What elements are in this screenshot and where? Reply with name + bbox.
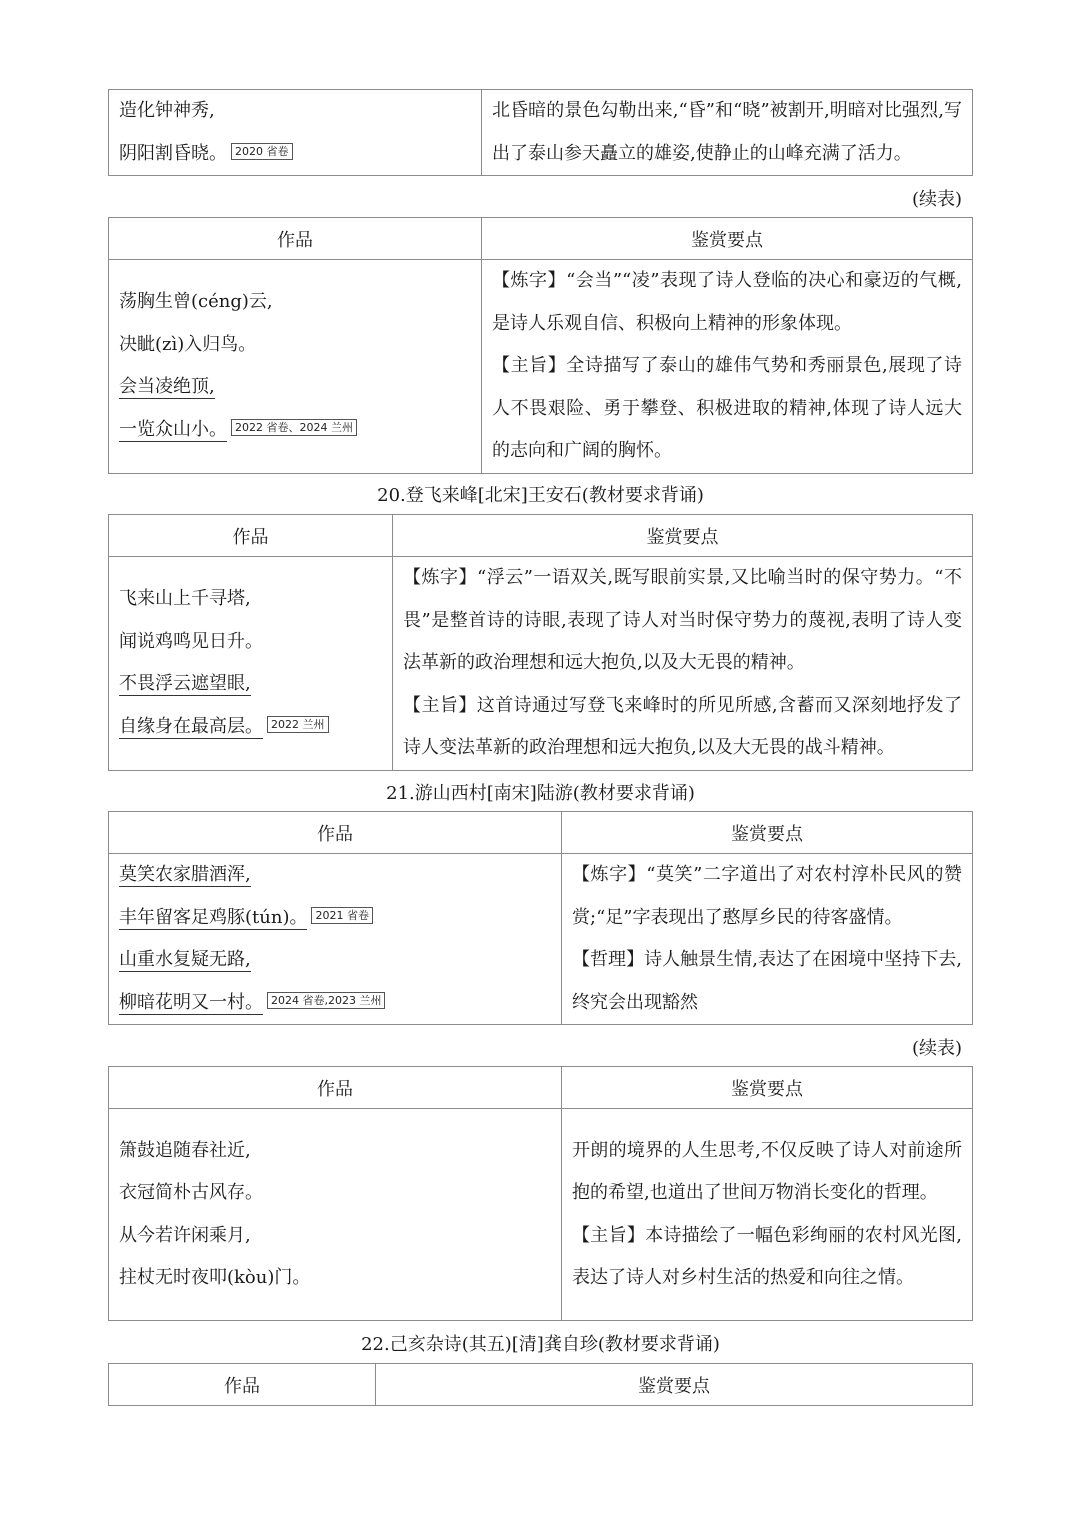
table-header-row [109, 218, 973, 260]
exam-tag: 2020 省卷 [231, 143, 293, 160]
analysis-paragraph [492, 260, 962, 345]
table-header-row [109, 1364, 973, 1406]
table-header-row [109, 812, 973, 854]
poem-line: 阴阳割昏晓。 [119, 142, 227, 164]
table-row [109, 854, 973, 1025]
poem-line-with-tag [119, 897, 561, 940]
section-label: 【主旨】 [403, 694, 477, 716]
analysis-text: “莫笑”二字道出了对农村淳朴民风的赞赏;“足”字表现出了憨厚乡民的待客盛情。 [572, 864, 963, 928]
work-cell [109, 557, 393, 771]
exam-tag: 2021 省卷 [311, 907, 373, 924]
analysis-text: 这首诗通过写登飞来峰时的所见所感,含蓄而又深刻地抒发了诗人变法革新的政治理想和远大抱负,以及大无畏的战斗精神。 [403, 694, 962, 758]
table-jihaizashi [108, 1363, 973, 1406]
poem-line: 荡胸生曾(céng)云, [119, 291, 273, 313]
section-caption-21: 21.游山西村[南宋]陆游(教材要求背诵) [386, 783, 695, 804]
poem-line-with-tag [119, 133, 481, 176]
section-label: 【哲理】 [572, 949, 645, 970]
header-work: 作品 [109, 812, 562, 854]
poem-line: 箫鼓追随春社近, [119, 1139, 251, 1161]
exam-tag: 2022 兰州 [267, 716, 329, 733]
poem-line: 拄杖无时夜叩(kòu)门。 [119, 1267, 311, 1288]
section-label: 【炼字】 [572, 864, 647, 885]
analysis-text: 全诗描写了泰山的雄伟气势和秀丽景色,展现了诗人不畏艰险、勇于攀登、积极进取的精神,体现了诗人远大的志向和广阔的胸怀。 [492, 355, 962, 461]
table-row [109, 1109, 973, 1321]
analysis-text: 开朗的境界的人生思考,不仅反映了诗人对前途所抱的希望,也道出了世间万物消长变化的哲理。 [572, 1139, 962, 1203]
work-cell [109, 90, 482, 176]
table-youshanxicun-part2 [108, 1066, 973, 1321]
header-analysis: 鉴赏要点 [376, 1364, 973, 1406]
underlined-line: 一览众山小。 [119, 418, 227, 440]
table-row [109, 90, 973, 176]
header-analysis: 鉴赏要点 [482, 218, 973, 260]
header-analysis: 鉴赏要点 [393, 515, 973, 557]
section-label: 【炼字】 [492, 270, 567, 291]
poem-line: 决眦(zì)入归鸟。 [119, 333, 257, 355]
poem-line [119, 366, 481, 409]
analysis-cell [393, 557, 973, 771]
header-analysis: 鉴赏要点 [562, 812, 973, 854]
poem-line-with-tag [119, 706, 392, 749]
table-taishan-part2 [108, 217, 973, 474]
analysis-cell [562, 854, 973, 1025]
work-cell [109, 854, 562, 1025]
exam-tag: 2022 省卷、2024 兰州 [231, 419, 357, 436]
section-caption-20: 20.登飞来峰[北宋]王安石(教材要求背诵) [377, 485, 704, 506]
underlined-line: 不畏浮云遮望眼, [119, 673, 251, 695]
analysis-text: 本诗描绘了一幅色彩绚丽的农村风光图,表达了诗人对乡村生活的热爱和向往之情。 [572, 1224, 962, 1288]
section-label: 【炼字】 [403, 567, 477, 588]
poem-line: 造化钟神秀, [119, 100, 215, 121]
header-work: 作品 [109, 1067, 562, 1109]
work-cell [109, 260, 482, 474]
analysis-cell [562, 1109, 973, 1321]
underlined-line: 柳暗花明又一村。 [119, 991, 263, 1013]
section-caption-22: 22.己亥杂诗(其五)[清]龚自珍(教材要求背诵) [361, 1334, 720, 1355]
analysis-paragraph [572, 854, 962, 939]
header-analysis: 鉴赏要点 [562, 1067, 973, 1109]
analysis-paragraph [572, 1130, 962, 1215]
analysis-text: “会当”“凌”表现了诗人登临的决心和豪迈的气概,是诗人乐观自信、积极向上精神的形象体现。 [492, 270, 963, 334]
poem-line-with-tag [119, 982, 561, 1025]
header-work: 作品 [109, 515, 393, 557]
table-youshanxicun-part1 [108, 811, 973, 1025]
underlined-line: 莫笑农家腊酒浑, [119, 864, 251, 885]
table-dengfeilaifeng [108, 514, 973, 771]
table-row [109, 260, 973, 474]
underlined-line: 丰年留客足鸡豚(tún)。 [119, 906, 308, 928]
analysis-cell [482, 260, 973, 474]
poem-line: 从今若许闲乘月, [119, 1224, 251, 1246]
section-label: 【主旨】 [492, 355, 567, 376]
analysis-cell [482, 90, 973, 176]
table-row [109, 557, 973, 771]
poem-line-with-tag [119, 409, 481, 452]
underlined-line: 自缘身在最高层。 [119, 715, 263, 737]
poem-line [119, 854, 561, 897]
exam-tag: 2024 省卷,2023 兰州 [267, 992, 385, 1009]
work-cell [109, 1109, 562, 1321]
analysis-text: 诗人触景生情,表达了在困境中坚持下去,终究会出现豁然 [572, 949, 962, 1013]
analysis-text: “浮云”一语双关,既写眼前实景,又比喻当时的保守势力。“不畏”是整首诗的诗眼,表现了诗人对当时保守势力的蔑视,表明了诗人变法革新的政治理想和远大抱负,以及大无畏的精神。 [403, 567, 962, 673]
header-work: 作品 [109, 218, 482, 260]
analysis-paragraph [572, 1215, 962, 1300]
table-header-row [109, 515, 973, 557]
poem-line: 闻说鸡鸣见日升。 [119, 630, 263, 652]
section-label: 【主旨】 [572, 1224, 646, 1246]
continued-label: (续表) [911, 189, 962, 210]
underlined-line: 山重水复疑无路, [119, 949, 251, 970]
poem-line: 衣冠简朴古风存。 [119, 1182, 263, 1203]
analysis-paragraph [492, 345, 962, 473]
analysis-paragraph [572, 939, 962, 1024]
poem-line: 飞来山上千寻塔, [119, 588, 251, 610]
poem-line [119, 663, 392, 706]
analysis-paragraph [403, 685, 962, 770]
underlined-line: 会当凌绝顶, [119, 376, 215, 398]
continued-label: (续表) [911, 1038, 962, 1059]
poem-line [119, 939, 561, 982]
header-work: 作品 [109, 1364, 376, 1406]
table-header-row [109, 1067, 973, 1109]
analysis-text: 北昏暗的景色勾勒出来,“昏”和“晓”被割开,明暗对比强烈,写出了泰山参天矗立的雄姿,使静止的山峰充满了活力。 [492, 100, 962, 164]
analysis-paragraph [403, 557, 962, 685]
table-taishan-part1 [108, 89, 973, 176]
